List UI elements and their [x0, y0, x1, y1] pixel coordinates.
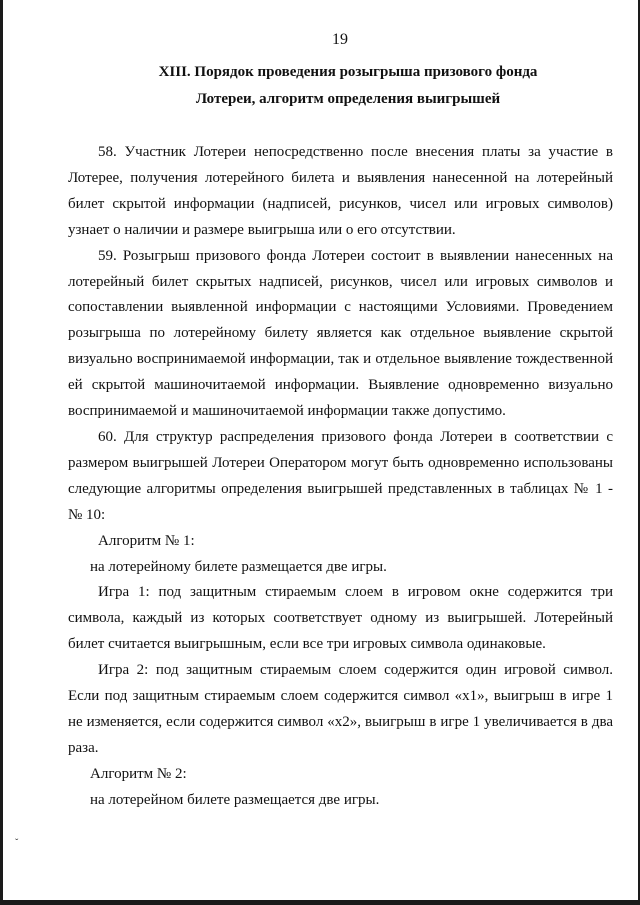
page-number: 19 — [332, 31, 348, 48]
section-title-line-2: Лотереи, алгоритм определения выигрышей — [195, 91, 501, 107]
game-1-description: Игра 1: под защитным стираемым слоем в игровом окне содержится три символа, каждый из которых соответствует одному из выигрышей. Лотерейный билет считается выигрышным, если все три игровых символа одинаковые. — [68, 584, 613, 653]
scan-edge-left — [0, 0, 3, 905]
document-body — [68, 140, 613, 814]
paragraph-58: 58. Участник Лотереи непосредственно после внесения платы за участие в Лотерее, получения лотерейного билета и выявления нанесенной на лотерейный билет скрытой информации (надписей, рисунков, чисел или игровых символов) узнает о наличии и размере выигрыша или о его отсутствии. — [68, 144, 613, 238]
section-title-line-1: XIII. Порядок проведения розыгрыша призового фонда — [158, 64, 538, 80]
algorithm-1-heading: Алгоритм № 1: — [98, 532, 195, 549]
algorithm-1-intro: на лотерейному билете размещается две игры. — [90, 558, 387, 575]
scan-edge-bottom — [0, 900, 640, 905]
algorithm-2-intro: на лотерейном билете размещается две игры. — [90, 791, 380, 808]
scan-artifact-mark: ˇ — [15, 838, 19, 849]
paragraph-59: 59. Розыгрыш призового фонда Лотереи состоит в выявлении нанесенных на лотерейный билет скрытых надписей, рисунков, чисел или игровых символов и сопоставлении выявленной информации с настоящими Условиями. Проведением розыгрыша по лотерейному билету является как отдельное выявление скрытой визуально воспринимаемой информации, так и отдельное выявление тождественной ей скрытой машиночитаемой информации. Выявление одновременно визуально воспринимаемой и машиночитаемой информации также допустимо. — [68, 247, 613, 420]
algorithm-2-heading: Алгоритм № 2: — [90, 765, 187, 782]
paragraph-60: 60. Для структур распределения призового фонда Лотереи в соответствии с размером выигрышей Лотереи Оператором могут быть одновременно использованы следующие алгоритмы определения выигрышей представленных в таблицах № 1 - № 10: — [68, 428, 613, 523]
game-2-description: Игра 2: под защитным стираемым слоем содержится один игровой символ. Если под защитным стираемым слоем содержится символ «x1», выигрыш в игре 1 не изменяется, если содержится символ «x2», выигрыш в игре 1 увеличивается в два раза. — [68, 662, 613, 756]
